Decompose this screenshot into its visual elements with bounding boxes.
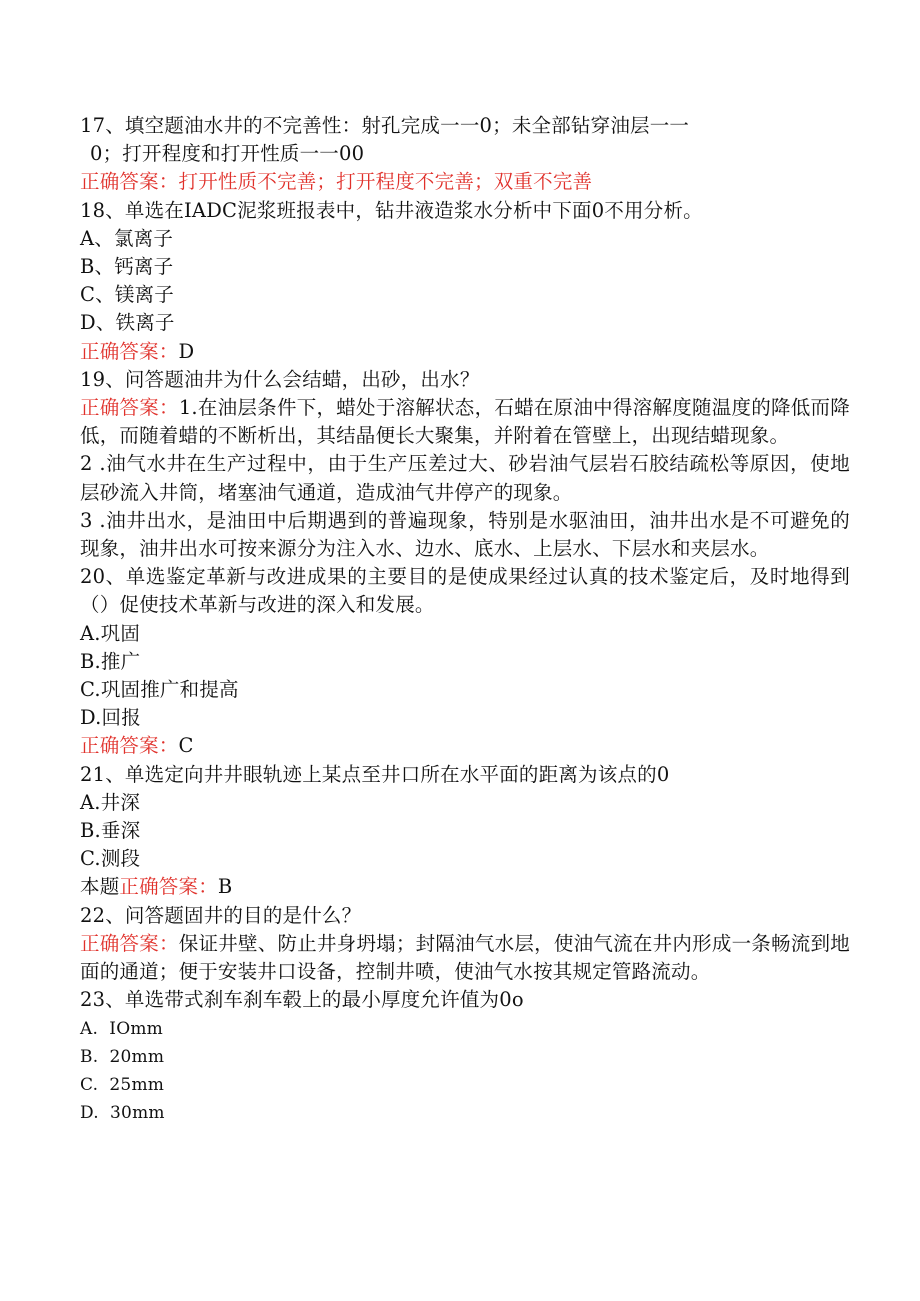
answer-text: 保证井壁、防止井身坍塌；封隔油气水层，使油气流在井内形成一条畅流到地面的通道；便于安装井口设备，控制井喷，使油气水按其规定管路流动。 <box>80 931 850 984</box>
answer-paragraph-1: 1.在油层条件下，蜡处于溶解状态，石蜡在原油中得溶解度随温度的降低而降低，而随着蜡的不断析出，其结晶便长大聚集，并附着在管壁上，出现结蜡现象。 <box>80 396 850 448</box>
question-18-text: 18、单选在IADC泥浆班报表中，钻井液造浆水分析中下面0不用分析。 <box>80 198 703 222</box>
option-c: C.测段 <box>80 847 141 871</box>
option-c: C. 25mm <box>80 1074 165 1095</box>
question-23-text: 23、单选带式刹车刹车毂上的最小厚度允许值为0o <box>80 988 524 1012</box>
option-a: A.巩固 <box>80 621 141 645</box>
question-23 <box>80 986 850 1127</box>
option-b: B. 20mm <box>80 1046 165 1067</box>
answer-label: 正确答案： <box>80 170 179 194</box>
question-17-text-line2: 0；打开程度和打开性质一一00 <box>90 142 365 166</box>
answer-label: 正确答案： <box>80 734 179 758</box>
option-c: C.巩固推广和提高 <box>80 678 239 702</box>
question-18-answer <box>80 338 850 366</box>
option-b: B.推广 <box>80 649 141 673</box>
question-18 <box>80 197 850 366</box>
question-21-answer <box>80 873 850 901</box>
option-d: D.回报 <box>80 706 141 730</box>
question-19 <box>80 366 850 563</box>
answer-label: 正确答案： <box>80 931 179 955</box>
question-22-answer <box>80 930 850 986</box>
question-22-text: 22、问答题固井的目的是什么？ <box>80 903 362 927</box>
answer-prefix: 本题 <box>80 875 120 899</box>
question-19-text: 19、问答题油井为什么会结蜡，出砂，出水？ <box>80 367 480 391</box>
option-d: D、铁离子 <box>80 311 175 335</box>
answer-text: 打开性质不完善；打开程度不完善；双重不完善 <box>178 170 593 194</box>
option-b: B.垂深 <box>80 819 141 843</box>
question-17-answer <box>80 168 850 196</box>
answer-paragraph-3: 3 .油井出水，是油田中后期遇到的普遍现象，特别是水驱油田，油井出水是不可避免的现象，油井出水可按来源分为注入水、边水、底水、上层水、下层水和夹层水。 <box>80 508 850 561</box>
question-21 <box>80 761 850 902</box>
answer-text: C <box>178 734 194 758</box>
answer-label: 正确答案： <box>80 339 179 363</box>
question-20 <box>80 563 850 760</box>
document-page <box>80 112 850 1127</box>
option-d: D. 30mm <box>80 1103 165 1124</box>
option-a: A、氯离子 <box>80 226 174 250</box>
answer-label: 正确答案： <box>119 875 218 899</box>
answer-label: 正确答案： <box>80 396 179 420</box>
question-22 <box>80 902 850 987</box>
option-c: C、镁离子 <box>80 283 174 307</box>
option-b: B、钙离子 <box>80 255 174 279</box>
question-17-text-line1: 17、填空题油水井的不完善性：射孔完成一一0；未全部钻穿油层一一 <box>80 114 690 137</box>
question-20-text: 20、单选鉴定革新与改进成果的主要目的是使成果经过认真的技术鉴定后，及时地得到（）促使技术革新与改进的深入和发展。 <box>80 565 850 617</box>
option-a: A. IOmm <box>80 1018 163 1039</box>
option-a: A.井深 <box>80 790 141 814</box>
answer-text: B <box>217 875 233 899</box>
question-19-answer <box>80 394 850 450</box>
question-21-text: 21、单选定向井井眼轨迹上某点至井口所在水平面的距离为该点的0 <box>80 762 670 786</box>
question-20-answer <box>80 732 850 760</box>
answer-paragraph-2: 2 .油气水井在生产过程中，由于生产压差过大、砂岩油气层岩石胶结疏松等原因，使地层砂流入井筒，堵塞油气通道，造成油气井停产的现象。 <box>80 452 850 504</box>
answer-text: D <box>178 339 195 363</box>
question-17 <box>80 112 850 197</box>
